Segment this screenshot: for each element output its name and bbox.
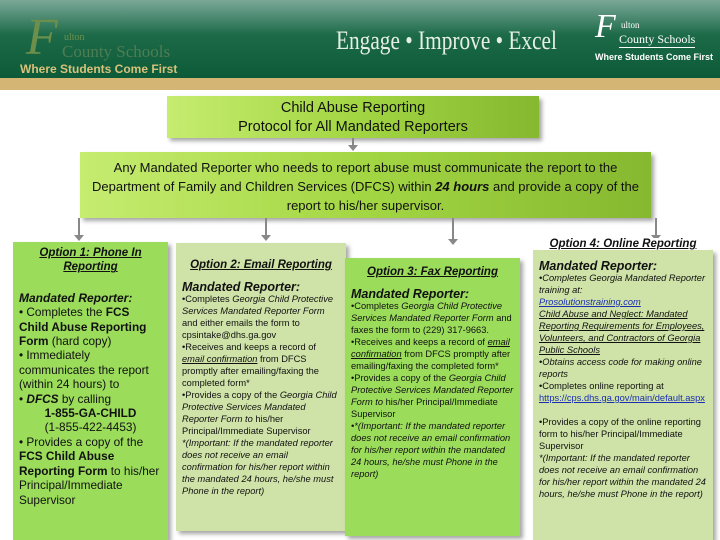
text: •Provides a copy of the online reporting form to his/her Principal/Immediate Supervisor	[539, 417, 701, 451]
arrow-down-icon	[78, 218, 80, 236]
intro-emphasis: 24 hours	[435, 179, 490, 194]
text: •Provides a copy of the	[182, 390, 280, 400]
slogan: Engage • Improve • Excel	[336, 26, 557, 55]
important-note: *(Important: If the mandated reporter does not receive an email confirmation for his/her report within the mandated 24 hours, he/she must Phone in the report)	[182, 438, 334, 496]
option-2-box	[176, 243, 346, 531]
option-heading: Option 4: Online Reporting	[539, 238, 707, 250]
text: and faxes the form to (229) 317-9663.	[351, 313, 512, 335]
arrow-down-icon	[655, 218, 657, 236]
arrow-down-icon	[265, 218, 267, 236]
intro-box	[80, 152, 651, 218]
text: •Completes	[351, 301, 402, 311]
dfcs: DFCS	[26, 391, 59, 406]
title-line-1: Child Abuse Reporting	[280, 100, 426, 116]
course-name: Child Abuse and Neglect: Mandated Reporting Requirements for Employees, Volunteers, and Contractors of Georgia Public Schools	[539, 309, 705, 355]
logo-text: ulton	[64, 32, 85, 43]
text: • Immediately communicates the report (within 24 hours) to	[19, 348, 149, 392]
intro-text: Any Mandated Reporter who needs to report abuse must communicate the report to the Department of Family and Children Services (DFCS) within	[92, 160, 618, 194]
arrow-down-icon	[352, 138, 354, 146]
form-name: Georgia Child Protective Services Mandated Reporter Form	[351, 301, 503, 323]
logo-letter: F	[595, 8, 616, 45]
text: his/her Principal/Immediate Supervisor	[182, 414, 311, 436]
text: email confirmation	[351, 337, 510, 359]
text: • Completes the	[19, 305, 106, 320]
prosolutions-link[interactable]: Prosolutionstraining.com	[539, 297, 641, 307]
logo-county: County Schools	[619, 32, 696, 46]
text: •Completes	[182, 294, 233, 304]
mandated-reporter-label: Mandated Reporter:	[539, 259, 658, 273]
text: •Obtains access code for making online reports	[539, 357, 702, 379]
form-name: Georgia Child Protective Services Mandated Reporter Form	[182, 294, 334, 316]
option-3-box	[345, 258, 520, 536]
text: •Provides a copy of the	[351, 373, 449, 383]
logo-county: County Schools	[62, 42, 171, 61]
form-name: Georgia Child Protective Services Mandated Reporter Form to	[351, 373, 514, 407]
text: from DFCS promptly after emailing/faxing the completed form*	[182, 354, 319, 388]
important-note: *(Important: If the mandated reporter does not receive an email confirmation for his/her report within the mandated 24 hours, he/she must Phone in the report)	[539, 453, 706, 499]
intro-text-end: and provide a copy of the report to his/her supervisor.	[286, 179, 639, 213]
text: and either emails the form to cpsintake@dhs.ga.gov	[182, 318, 300, 340]
text: • Provides a copy of the	[19, 434, 144, 449]
mandated-reporter-label: Mandated Reporter:	[19, 290, 133, 305]
text: his/her Principal/Immediate Supervisor	[351, 397, 498, 419]
title-line-2: Protocol for All Mandated Reporters	[238, 119, 468, 135]
text: to his/her Principal/Immediate Supervisor	[19, 463, 160, 507]
phone-number: 1-855-GA-CHILD	[44, 406, 137, 421]
header-band	[0, 78, 720, 90]
text: •	[19, 391, 27, 406]
header-banner	[0, 0, 720, 78]
text: by calling	[58, 391, 112, 406]
option-heading: Option 3: Fax Reporting	[367, 266, 498, 278]
mandated-reporter-label: Mandated Reporter:	[351, 287, 470, 301]
form-name: FCS Child Abuse Reporting Form	[19, 305, 147, 349]
fulton-logo-left	[18, 9, 178, 76]
text: (hard copy)	[48, 334, 112, 349]
logo-letter: F	[26, 9, 58, 66]
option-heading: Option 1: Phone In Reporting	[39, 247, 142, 274]
mandated-reporter-label: Mandated Reporter:	[182, 280, 301, 294]
important-note: •*(Important: If the mandated reporter does not receive an email confirmation for his/her report within the mandated 24 hours, he/she must Phone in the report)	[351, 421, 511, 479]
option-heading: Option 2: Email Reporting	[190, 259, 332, 271]
title-box	[167, 96, 539, 138]
text: •Receives and keeps a record of	[182, 342, 317, 352]
text: from DFCS promptly after emailing/faxing the completed form*	[351, 349, 511, 371]
text: •Completes online reporting at	[539, 381, 664, 391]
logo-tagline: Where Students Come First	[20, 62, 178, 76]
text: •Completes Georgia Mandated Reporter training at:	[539, 273, 706, 295]
fulton-logo-right	[595, 8, 714, 70]
logo-tagline: Where Students Come First	[595, 52, 714, 62]
form-name: FCS Child Abuse Reporting Form	[19, 449, 115, 478]
option-1-box	[13, 242, 168, 540]
arrow-down-icon	[452, 218, 454, 240]
logo-text: ulton	[621, 20, 640, 30]
option-4-box	[533, 238, 713, 540]
online-reporting-link[interactable]: https://cps.dhs.ga.gov/main/default.aspx	[539, 393, 705, 403]
text: •Receives and keeps a record of	[351, 337, 488, 347]
form-name: Georgia Child Protective Services Mandated Reporter Form to	[182, 390, 337, 424]
text: email confirmation	[182, 354, 258, 364]
phone-number-digits: (1-855-422-4453)	[44, 420, 137, 435]
